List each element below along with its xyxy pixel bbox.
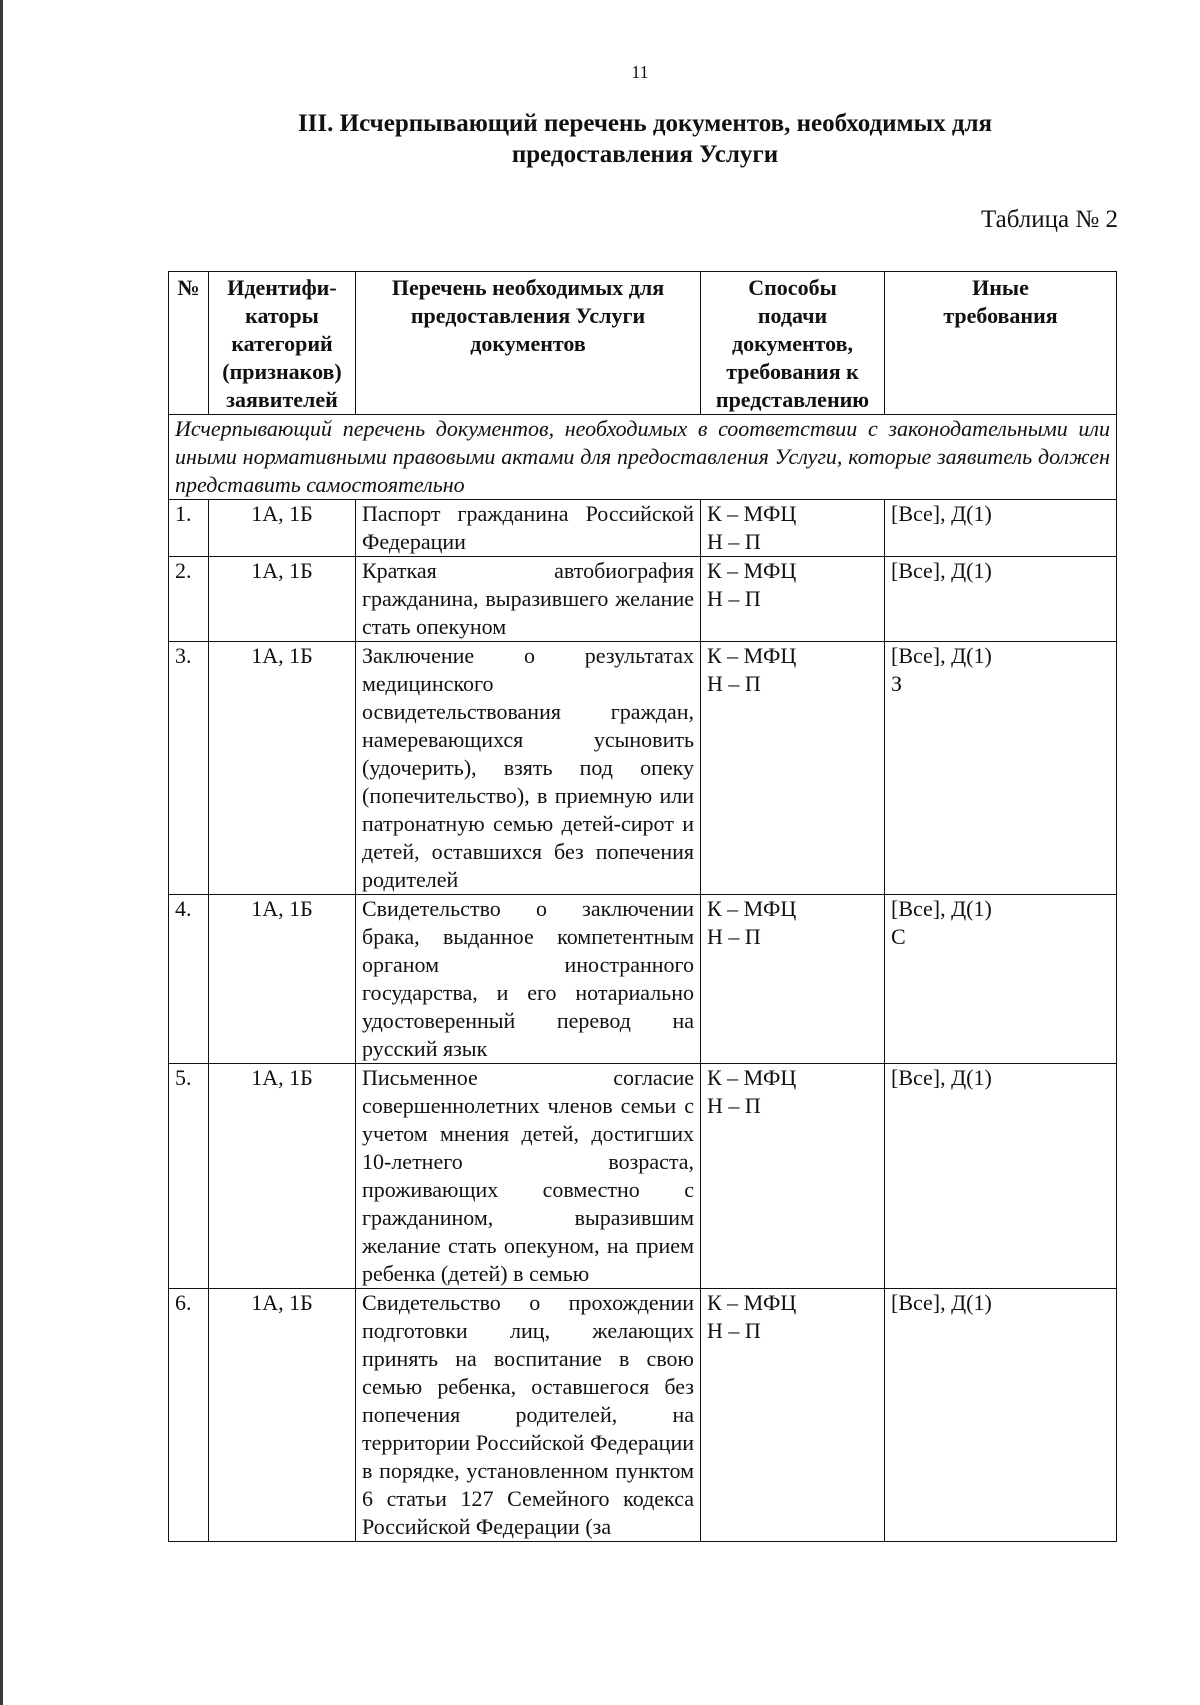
section-title-line-2: предоставления Услуги xyxy=(511,141,779,168)
table-row xyxy=(169,642,1117,895)
header-other-requirements: Иные требования xyxy=(885,272,1117,415)
cell-number: 3. xyxy=(169,642,209,895)
cell-document: Заключение о результатах медицинского освидетельствования граждан, намеревающихся усыновить (удочерить), взять под опеку (попечительство), в приемную или патронатную семью детей-сирот и детей, оставшихся без попечения родителей xyxy=(356,642,701,895)
section-row xyxy=(169,415,1117,500)
cell-other: [Все], Д(1) xyxy=(885,1064,1117,1289)
table-row xyxy=(169,1289,1117,1542)
cell-methods: К – МФЦ Н – П xyxy=(701,1289,885,1542)
cell-identifiers: 1А, 1Б xyxy=(209,500,356,557)
scan-edge xyxy=(0,0,3,1705)
cell-number: 6. xyxy=(169,1289,209,1542)
cell-number: 5. xyxy=(169,1064,209,1289)
documents-table xyxy=(168,271,1117,1542)
table-row xyxy=(169,557,1117,642)
table-row xyxy=(169,1064,1117,1289)
cell-identifiers: 1А, 1Б xyxy=(209,1289,356,1542)
cell-document: Свидетельство о заключении брака, выданное компетентным органом иностранного государства, и его нотариально удостоверенный перевод на русский язык xyxy=(356,895,701,1064)
cell-identifiers: 1А, 1Б xyxy=(209,557,356,642)
header-document-list: Перечень необходимых для предоставления Услуги документов xyxy=(356,272,701,415)
cell-number: 1. xyxy=(169,500,209,557)
cell-methods: К – МФЦ Н – П xyxy=(701,642,885,895)
cell-other: [Все], Д(1) З xyxy=(885,642,1117,895)
table-row xyxy=(169,500,1117,557)
page-number: 11 xyxy=(631,62,649,82)
section-title xyxy=(160,108,1130,170)
cell-number: 4. xyxy=(169,895,209,1064)
cell-identifiers: 1А, 1Б xyxy=(209,642,356,895)
cell-identifiers: 1А, 1Б xyxy=(209,1064,356,1289)
table-row xyxy=(169,895,1117,1064)
cell-number: 2. xyxy=(169,557,209,642)
cell-methods: К – МФЦ Н – П xyxy=(701,895,885,1064)
table-label: Таблица № 2 xyxy=(980,206,1118,233)
header-identifiers: Идентифи- каторы категорий (признаков) заявителей xyxy=(209,272,356,415)
cell-other: [Все], Д(1) xyxy=(885,1289,1117,1542)
cell-other: [Все], Д(1) xyxy=(885,500,1117,557)
cell-document: Паспорт гражданина Российской Федерации xyxy=(356,500,701,557)
cell-document: Краткая автобиография гражданина, выразившего желание стать опекуном xyxy=(356,557,701,642)
cell-methods: К – МФЦ Н – П xyxy=(701,557,885,642)
section-row-text: Исчерпывающий перечень документов, необходимых в соответствии с законодательными или иными нормативными правовыми актами для предоставления Услуги, которые заявитель должен представить самостоятельно xyxy=(169,415,1117,500)
header-number: № xyxy=(169,272,209,415)
cell-document: Письменное согласие совершеннолетних членов семьи с учетом мнения детей, достигших 10-летнего возраста, проживающих совместно с гражданином, выразившим желание стать опекуном, на прием ребенка (детей) в семью xyxy=(356,1064,701,1289)
cell-methods: К – МФЦ Н – П xyxy=(701,1064,885,1289)
cell-methods: К – МФЦ Н – П xyxy=(701,500,885,557)
cell-document: Свидетельство о прохождении подготовки лиц, желающих принять на воспитание в свою семью ребенка, оставшегося без попечения родителей, на территории Российской Федерации в порядке, установленном пунктом 6 статьи 127 Семейного кодекса Российской Федерации (за xyxy=(356,1289,701,1542)
cell-other: [Все], Д(1) xyxy=(885,557,1117,642)
cell-identifiers: 1А, 1Б xyxy=(209,895,356,1064)
table-header-row xyxy=(169,272,1117,415)
cell-other: [Все], Д(1) С xyxy=(885,895,1117,1064)
header-submission-methods: Способы подачи документов, требования к представлению xyxy=(701,272,885,415)
section-title-line-1: III. Исчерпывающий перечень документов, необходимых для xyxy=(297,110,993,137)
